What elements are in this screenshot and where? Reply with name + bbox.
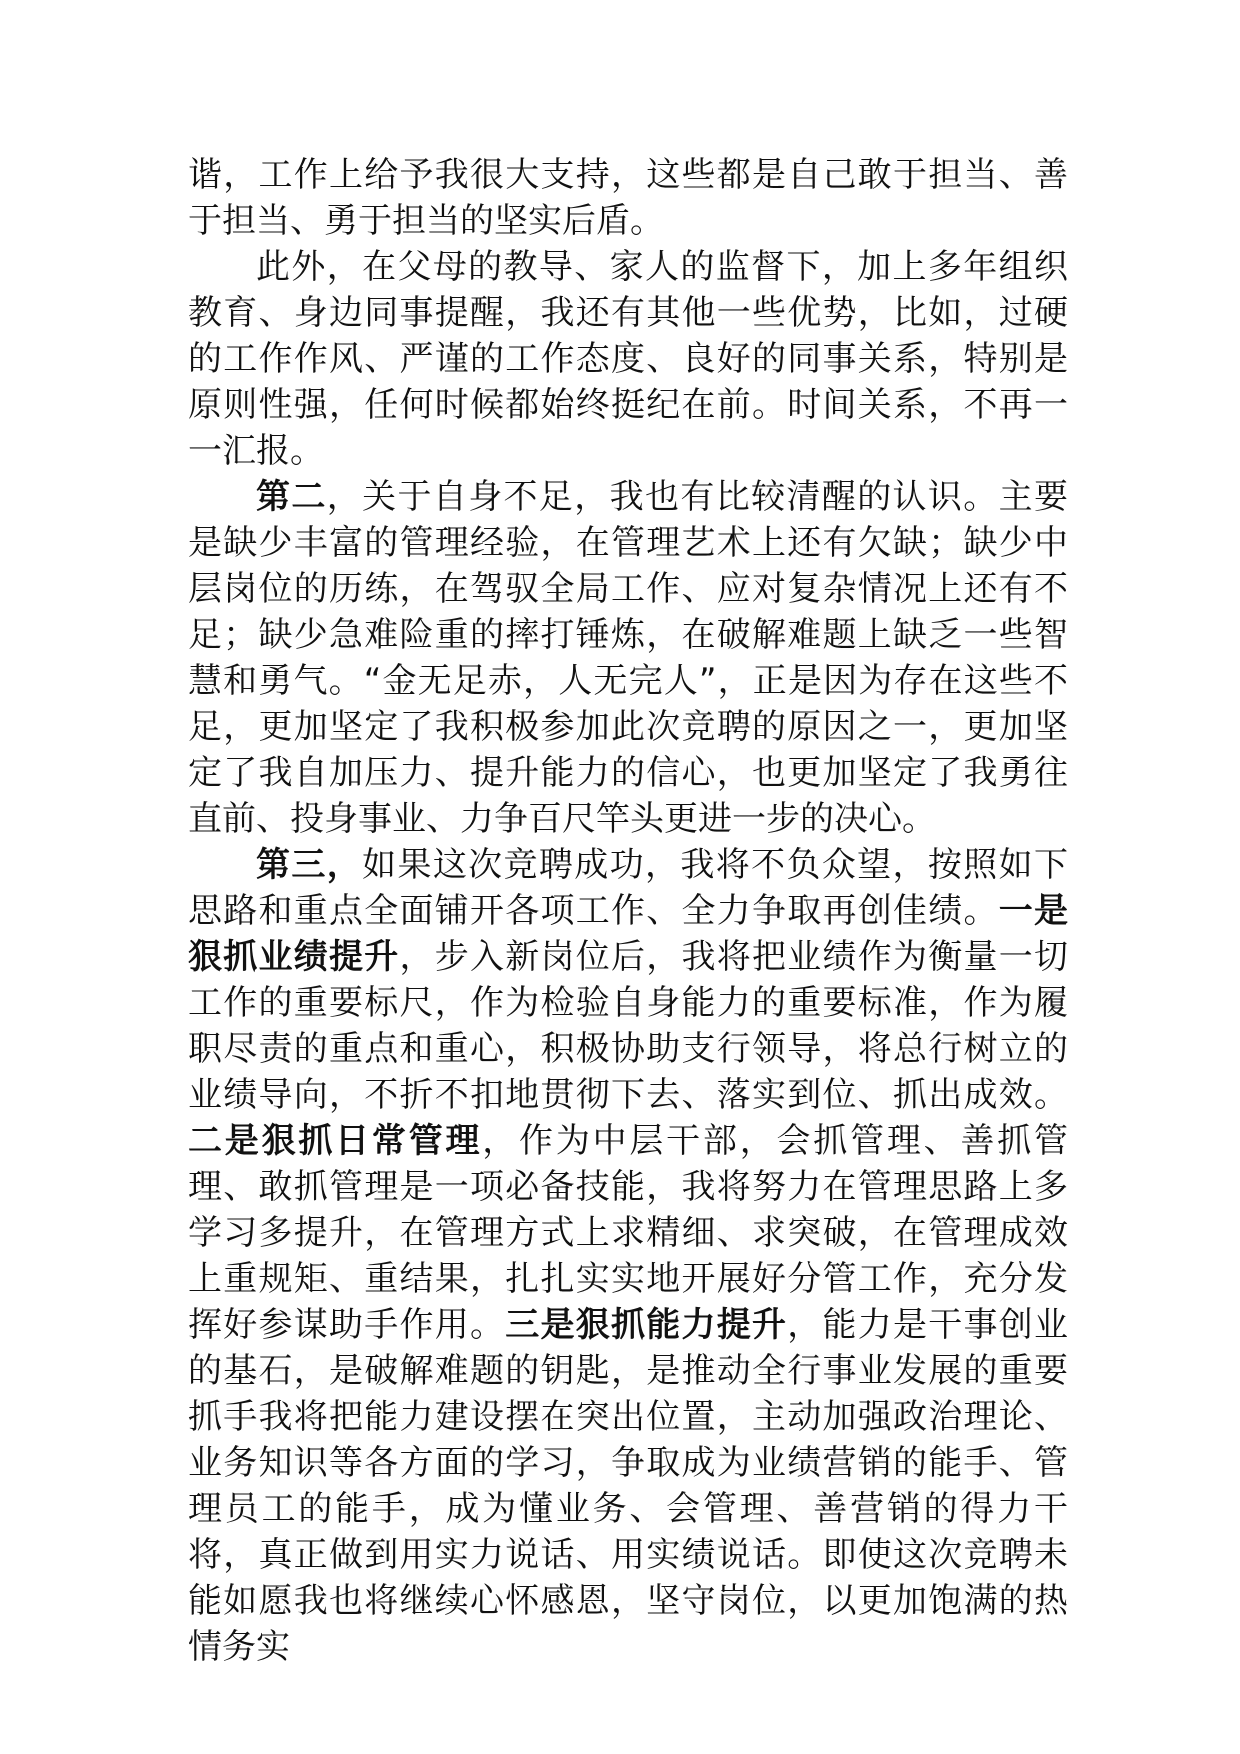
paragraph-1 [188,152,1068,244]
paragraph-3-run-2: ，关于自身不足，我也有比较清醒的认识。主要是缺少丰富的管理经验，在管理艺术上还有欠缺；缺少中层岗位的历练，在驾驭全局工作、应对复杂情况上还有不足；缺少急难险重的摔打锤炼，在破解难题上缺乏一些智慧和勇气。“金无足赤，人无完人”，正是因为存在这些不足，更加坚定了我积极参加此次竞聘的原因之一，更加坚定了我自加压力、提升能力的信心，也更加坚定了我勇往直前、投身事业、力争百尺竿头更进一步的决心。 [188,477,1069,839]
paragraph-4-point-three: 三是狠抓能力提升 [505,1305,788,1345]
paragraph-4-run-2: 如果这次竞聘成功，我将不负众望，按照如下思路和重点全面铺开各项工作、全力争取再创佳绩。 [188,845,1069,931]
paragraph-3-heading-second: 第二 [256,477,327,517]
paragraph-4 [188,842,1068,1670]
paragraph-4-run-4: ，步入新岗位后，我将把业绩作为衡量一切工作的重要标尺，作为检验自身能力的重要标准，作为履职尽责的重点和重心，积极协助支行领导，将总行树立的业绩导向，不折不扣地贯彻下去、落实到位、抓出成效。 [188,937,1068,1115]
paragraph-4-run-6: ，作为中层干部，会抓管理、善抓管理、敢抓管理是一项必备技能，我将努力在管理思路上多学习多提升，在管理方式上求精细、求突破，在管理成效上重规矩、重结果，扎扎实实地开展好分管工作，充分发挥好参谋助手作用。 [188,1121,1069,1345]
paragraph-2-run-1: 此外，在父母的教导、家人的监督下，加上多年组织教育、身边同事提醒，我还有其他一些优势，比如，过硬的工作作风、严谨的工作态度、良好的同事关系，特别是原则性强，任何时候都始终挺纪在前。时间关系，不再一一汇报。 [188,247,1068,471]
paragraph-4-point-two: 二是狠抓日常管理 [188,1121,483,1161]
paragraph-4-run-8: ，能力是干事创业的基石，是破解难题的钥匙，是推动全行事业发展的重要抓手我将把能力建设摆在突出位置，主动加强政治理论、业务知识等各方面的学习，争取成为业绩营销的能手、管理员工的能手，成为懂业务、会管理、善营销的得力干将，真正做到用实力说话、用实绩说话。即使这次竞聘未能如愿我也将继续心怀感恩，坚守岗位，以更加饱满的热情务实 [188,1305,1068,1667]
paragraph-4-heading-third: 第三， [256,845,363,885]
paragraph-4-point-one: 一是狠抓业绩提升 [188,891,1068,977]
paragraph-2 [188,244,1068,474]
document-body [188,152,1068,1670]
paragraph-1-run-1: 谐，工作上给予我很大支持，这些都是自己敢于担当、善于担当、勇于担当的坚实后盾。 [188,155,1068,241]
paragraph-3 [188,474,1068,842]
